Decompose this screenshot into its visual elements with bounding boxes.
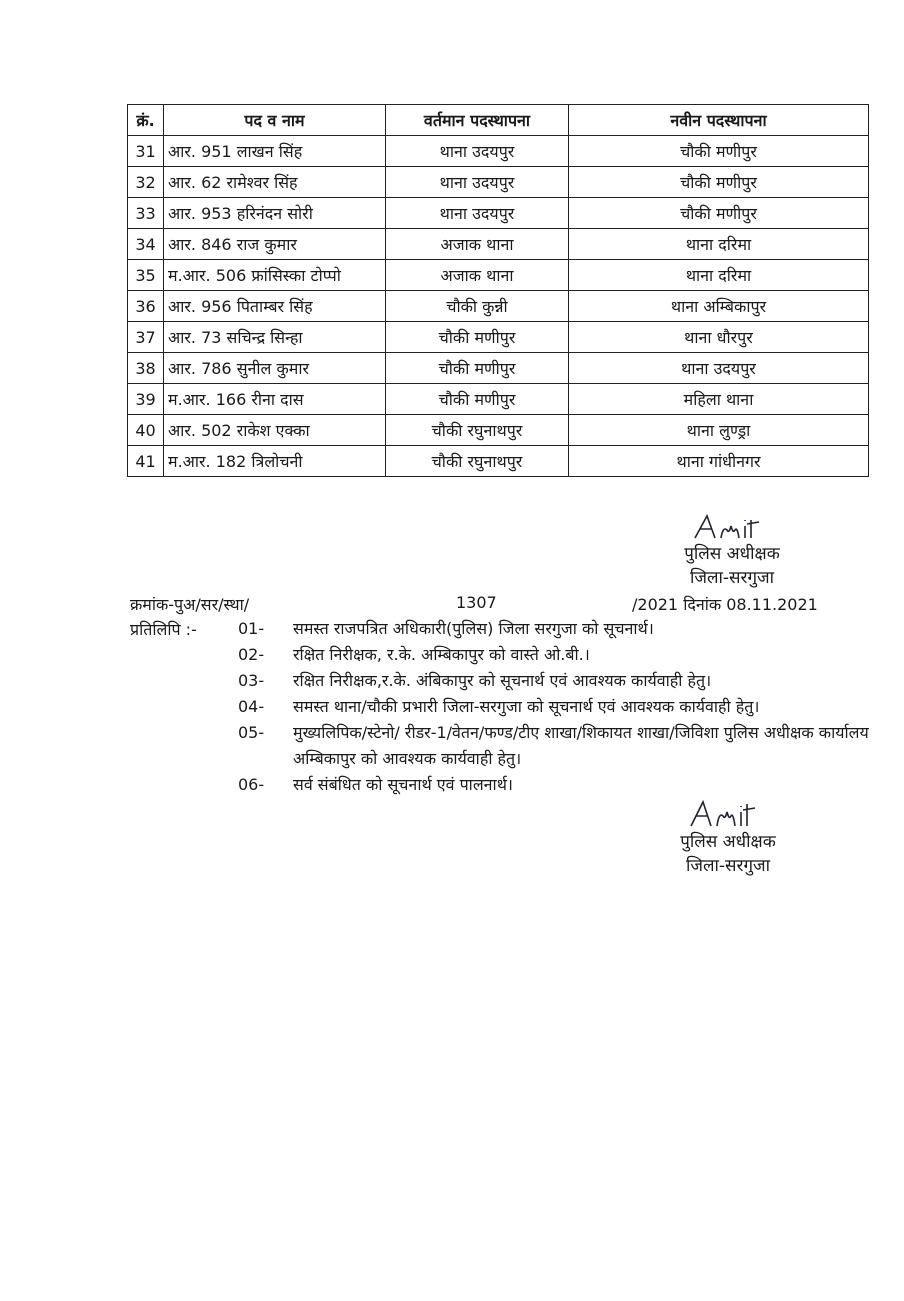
list-item <box>238 694 878 720</box>
handwritten-signature <box>683 796 773 830</box>
list-item-number: 02- <box>238 645 265 664</box>
name-cell: आर. 502 राकेश एक्का <box>164 415 386 446</box>
current-posting-cell: अजाक थाना <box>386 229 569 260</box>
name-cell: म.आर. 182 त्रिलोचनी <box>164 446 386 477</box>
name-cell: आर. 786 सुनील कुमार <box>164 353 386 384</box>
name-cell: आर. 73 सचिन्द्र सिन्हा <box>164 322 386 353</box>
current-posting-cell: थाना उदयपुर <box>386 136 569 167</box>
current-posting-cell: थाना उदयपुर <box>386 198 569 229</box>
header-post-name: पद व नाम <box>164 105 386 136</box>
new-posting-cell: थाना दरिमा <box>569 229 869 260</box>
table-header-row <box>128 105 869 136</box>
signature-block-bottom <box>668 796 788 878</box>
table-row <box>128 198 869 229</box>
serial-cell: 32 <box>128 167 164 198</box>
signature-district: जिला-सरगुजा <box>689 568 775 588</box>
new-posting-cell: महिला थाना <box>569 384 869 415</box>
serial-cell: 33 <box>128 198 164 229</box>
header-current-posting: वर्तमान पदस्थापना <box>386 105 569 136</box>
list-item <box>238 772 878 798</box>
new-posting-cell: थाना दरिमा <box>569 260 869 291</box>
list-item-text: समस्त थाना/चौकी प्रभारी जिला-सरगुजा को सूचनार्थ एवं आवश्यक कार्यवाही हेतु। <box>293 697 760 716</box>
new-posting-cell: थाना धौरपुर <box>569 322 869 353</box>
header-new-posting: नवीन पदस्थापना <box>569 105 869 136</box>
serial-cell: 36 <box>128 291 164 322</box>
handwritten-signature <box>687 512 777 542</box>
current-posting-cell: चौकी रघुनाथपुर <box>386 415 569 446</box>
current-posting-cell: चौकी कुन्नी <box>386 291 569 322</box>
name-cell: म.आर. 166 रीना दास <box>164 384 386 415</box>
signature-designation: पुलिस अधीक्षक <box>680 832 776 852</box>
signature-designation: पुलिस अधीक्षक <box>684 544 780 564</box>
new-posting-cell: थाना लुण्ड्रा <box>569 415 869 446</box>
list-item-text: सर्व संबंधित को सूचनार्थ एवं पालनार्थ। <box>293 775 513 794</box>
serial-cell: 34 <box>128 229 164 260</box>
list-item <box>238 720 878 772</box>
table-row <box>128 167 869 198</box>
list-item-number: 06- <box>238 775 265 794</box>
table-row <box>128 322 869 353</box>
list-item <box>238 642 878 668</box>
serial-cell: 39 <box>128 384 164 415</box>
serial-cell: 31 <box>128 136 164 167</box>
signature-block-top <box>672 512 792 590</box>
new-posting-cell: थाना उदयपुर <box>569 353 869 384</box>
transfer-table <box>127 104 869 477</box>
table-row <box>128 260 869 291</box>
table-row <box>128 291 869 322</box>
list-item <box>238 616 878 642</box>
name-cell: आर. 951 लाखन सिंह <box>164 136 386 167</box>
serial-cell: 38 <box>128 353 164 384</box>
name-cell: आर. 846 राज कुमार <box>164 229 386 260</box>
table-row <box>128 384 869 415</box>
list-item-number: 04- <box>238 697 265 716</box>
list-item-text: रक्षित निरीक्षक, र.के. अम्बिकापुर को वास्ते ओ.बी.। <box>293 645 590 664</box>
current-posting-cell: चौकी मणीपुर <box>386 384 569 415</box>
list-item-number: 03- <box>238 671 265 690</box>
copy-to-label: प्रतिलिपि :- <box>130 620 197 639</box>
reference-date: /2021 दिनांक 08.11.2021 <box>632 595 818 614</box>
name-cell: आर. 956 पिताम्बर सिंह <box>164 291 386 322</box>
current-posting-cell: चौकी मणीपुर <box>386 353 569 384</box>
current-posting-cell: चौकी रघुनाथपुर <box>386 446 569 477</box>
list-item-text: समस्त राजपत्रित अधिकारी(पुलिस) जिला सरगुजा को सूचनार्थ। <box>293 619 654 638</box>
reference-number: 1307 <box>456 593 497 612</box>
table-row <box>128 136 869 167</box>
new-posting-cell: थाना अम्बिकापुर <box>569 291 869 322</box>
table-row <box>128 353 869 384</box>
name-cell: म.आर. 506 फ्रांसिस्का टोप्पो <box>164 260 386 291</box>
new-posting-cell: चौकी मणीपुर <box>569 136 869 167</box>
signature-district: जिला-सरगुजा <box>685 856 771 876</box>
current-posting-cell: चौकी मणीपुर <box>386 322 569 353</box>
list-item-number: 01- <box>238 619 265 638</box>
serial-cell: 37 <box>128 322 164 353</box>
serial-cell: 35 <box>128 260 164 291</box>
new-posting-cell: चौकी मणीपुर <box>569 198 869 229</box>
new-posting-cell: थाना गांधीनगर <box>569 446 869 477</box>
current-posting-cell: अजाक थाना <box>386 260 569 291</box>
name-cell: आर. 953 हरिनंदन सोरी <box>164 198 386 229</box>
current-posting-cell: थाना उदयपुर <box>386 167 569 198</box>
copy-to-list <box>238 616 878 798</box>
new-posting-cell: चौकी मणीपुर <box>569 167 869 198</box>
table-row <box>128 229 869 260</box>
header-serial: क्रं. <box>128 105 164 136</box>
table-row <box>128 446 869 477</box>
list-item <box>238 668 878 694</box>
table-row <box>128 415 869 446</box>
serial-cell: 40 <box>128 415 164 446</box>
list-item-text: रक्षित निरीक्षक,र.के. अंबिकापुर को सूचनार्थ एवं आवश्यक कार्यवाही हेतु। <box>293 671 712 690</box>
list-item-number: 05- <box>238 723 265 742</box>
name-cell: आर. 62 रामेश्वर सिंह <box>164 167 386 198</box>
reference-label: क्रमांक-पुअ/सर/स्था/ <box>130 595 250 614</box>
list-item-text: मुख्यलिपिक/स्टेनो/ रीडर-1/वेतन/फण्ड/टीए शाखा/शिकायत शाखा/जिविशा पुलिस अधीक्षक कार्यालय अम्बिकापुर को आवश्यक कार्यवाही हेतु। <box>293 723 869 768</box>
serial-cell: 41 <box>128 446 164 477</box>
